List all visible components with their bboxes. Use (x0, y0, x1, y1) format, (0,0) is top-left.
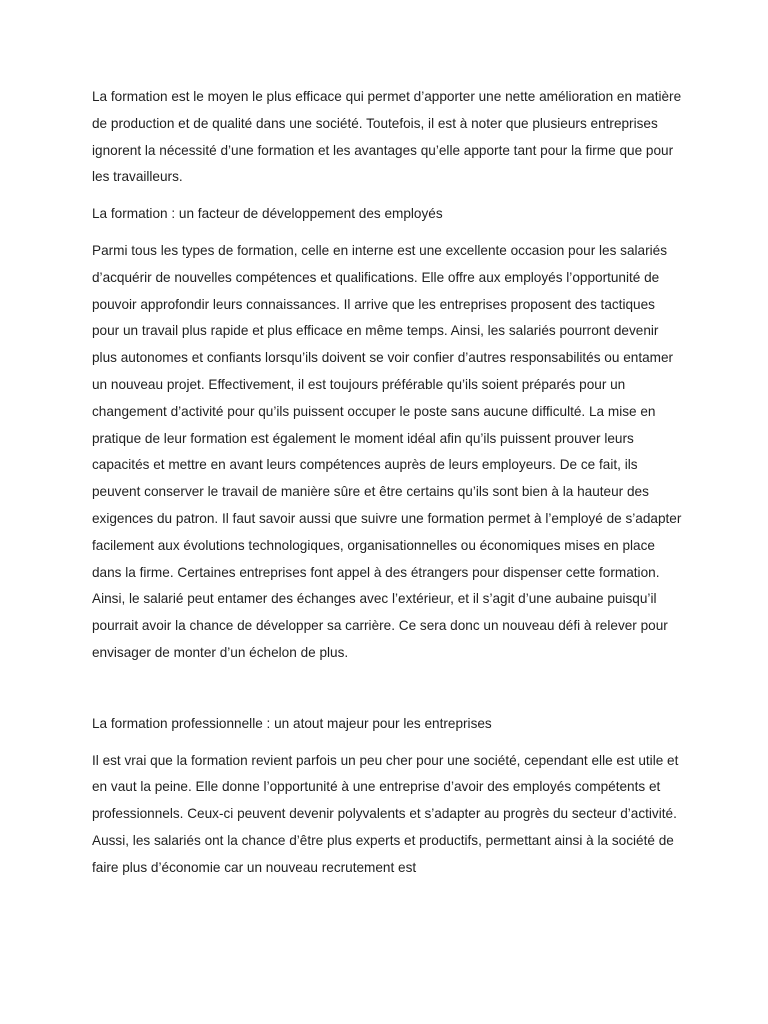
section-heading-professional-training: La formation professionnelle : un atout majeur pour les entreprises (92, 715, 492, 731)
section-body-professional-training: Il est vrai que la formation revient parfois un peu cher pour une société, cependant elle est utile et en vaut la peine. Elle donne l’opportunité à une entreprise d’avoir des employés compétents et professionnels. Ceux-ci peuvent devenir polyvalents et s’adapter au progrès du secteur d’activité. Aussi, les salariés ont la chance d’être plus experts et productifs, permettant ainsi à la société de faire plus d’économie car un nouveau recrutement est (92, 752, 679, 875)
intro-paragraph: La formation est le moyen le plus efficace qui permet d’apporter une nette amélioration en matière de production et de qualité dans une société. Toutefois, il est à noter que plusieurs entreprises ignorent la nécessité d’une formation et les avantages qu’elle apporte tant pour la firme que pour les travailleurs. (92, 89, 682, 185)
section-heading-employee-development: La formation : un facteur de développement des employés (92, 206, 443, 222)
section-spacer (92, 677, 682, 711)
section-body-employee-development: Parmi tous les types de formation, celle en interne est une excellente occasion pour les salariés d’acquérir de nouvelles compétences et qualifications. Elle offre aux employés l’opportunité de pouvoir approfondir leurs connaissances. Il arrive que les entreprises proposent des tactiques pour un travail plus rapide et plus efficace en même temps. Ainsi, les salariés pourront devenir plus autonomes et confiants lorsqu’ils doivent se voir confier d’autres responsabilités ou entamer un nouveau projet. Effectivement, il est toujours préférable qu’ils soient préparés pour un changement d’activité pour qu’ils puissent occuper le poste sans aucune difficulté. La mise en pratique de leur formation est également le moment idéal afin qu’ils puissent prouver leurs capacités et mettre en avant leurs compétences auprès de leurs employeurs. De ce fait, ils peuvent conserver le travail de manière sûre et être certains qu’ils sont bien à la hauteur des exigences du patron. Il faut savoir aussi que suivre une formation permet à l’employé de s’adapter facilement aux évolutions technologiques, organisationnelles ou économiques mises en place dans la firme. Certaines entreprises font appel à des étrangers pour dispenser cette formation. Ainsi, le salarié peut entamer des échanges avec l’extérieur, et il s’agit d’une aubaine puisqu’il pourrait avoir la chance de développer sa carrière. Ce sera donc un nouveau défi à relever pour envisager de monter d’un échelon de plus. (92, 242, 682, 660)
document-body (92, 84, 682, 892)
